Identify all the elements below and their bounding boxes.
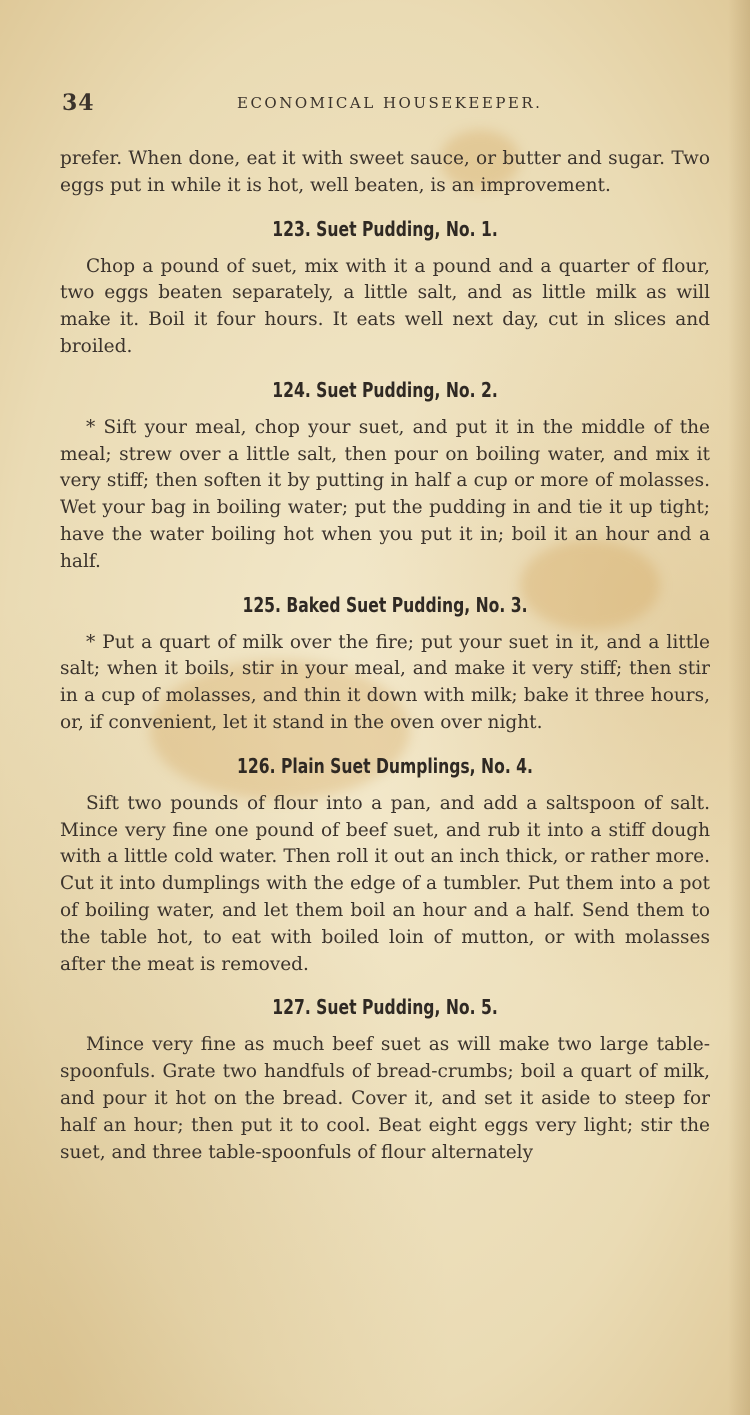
page-body [60, 146, 710, 1166]
recipe-text: Mince very fine as much beef suet as will make two large table-spoonfuls. Grate two handfuls of bread-crumbs; boil a quart of milk, and pour it hot on the bread. Cover it, and set it aside to steep for half an hour; then put it to cool. Beat eight eggs very light; stir the suet, and three table-spoonfuls of flour alternately [60, 1034, 710, 1163]
recipe-title: 123. Suet Pudding, No. 1. [272, 216, 498, 241]
recipe-text: * Sift your meal, chop your suet, and put it in the middle of the meal; strew over a little salt, then pour on boiling water, and mix it very stiff; then soften it by putting in half a cup or more of molasses. Wet your bag in boiling water; put the pudding in and tie it up tight; have the water boiling hot when you put it in; boil it an hour and a half. [60, 416, 710, 572]
recipe-title: 124. Suet Pudding, No. 2. [272, 377, 498, 402]
recipe-text: Sift two pounds of flour into a pan, and add a saltspoon of salt. Mince very fine one pound of beef suet, and rub it into a stiff dough with a little cold water. Then roll it out an inch thick, or rather more. Cut it into dumplings with the edge of a tumbler. Put them into a pot of boiling water, and let them boil an hour and a half. Send them to the table hot, to eat with boiled loin of mutton, or with molasses after the meat is removed. [60, 792, 710, 975]
recipe-title: 125. Baked Suet Pudding, No. 3. [242, 592, 528, 617]
page-edge-shadow [728, 0, 750, 1415]
recipe-text: Chop a pound of suet, mix with it a pound and a quarter of flour, two eggs beaten separately, a little salt, and as little milk as will make it. Boil it four hours. It eats well next day, cut in slices and broiled. [60, 255, 710, 357]
recipe-title: 126. Plain Suet Dumplings, No. 4. [237, 753, 533, 778]
running-head: ECONOMICAL HOUSEKEEPER. [237, 94, 543, 112]
recipe-text: * Put a quart of milk over the fire; put your suet in it, and a little salt; when it boils, stir in your meal, and make it very stiff; then stir in a cup of molasses, and thin it down with milk; bake it three hours, or, if convenient, let it stand in the oven over night. [60, 631, 710, 733]
recipe-title: 127. Suet Pudding, No. 5. [272, 995, 498, 1020]
page-header [62, 90, 712, 120]
page-number: 34 [62, 90, 95, 116]
intro-paragraph: prefer. When done, eat it with sweet sauce, or butter and sugar. Two eggs put in while it is hot, well beaten, is an improvement. [60, 148, 710, 196]
